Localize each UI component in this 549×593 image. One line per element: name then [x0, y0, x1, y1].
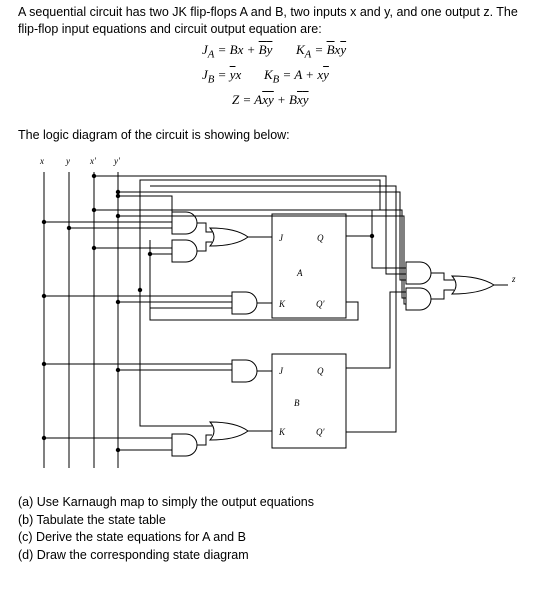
flipflop-b-q-label: Q: [317, 366, 324, 376]
equation-kb: $K_B = A + x\overline{y}$: [264, 67, 329, 86]
input-label-x-prime: x': [90, 156, 96, 166]
and-gate-jb: [232, 360, 257, 382]
input-label-x: x: [40, 156, 44, 166]
flipflop-b-qn-label: Q': [316, 427, 325, 437]
input-label-y: y: [66, 156, 70, 166]
equation-jb: $J_B = \overline{y}x$: [202, 67, 242, 86]
input-label-y-prime: y': [114, 156, 120, 166]
problem-intro: A sequential circuit has two JK flip-flops A and B, two inputs x and y, and one output z. The flip-flop input equations and circuit output equation are:: [18, 5, 518, 36]
or-gate-z: [452, 276, 494, 294]
flipflop-a-qn-label: Q': [316, 299, 325, 309]
and-gate-ka: [232, 292, 257, 314]
and-gate-z-1: [406, 262, 431, 284]
question-d: (d) Draw the corresponding state diagram: [18, 547, 249, 562]
question-b: (b) Tabulate the state table: [18, 512, 166, 527]
and-gate-ja-1: [172, 212, 197, 234]
and-gate-z-2: [406, 288, 431, 310]
flipflop-a-q-label: Q: [317, 233, 324, 243]
question-c: (c) Derive the state equations for A and B: [18, 530, 246, 544]
output-label-z: z: [512, 274, 516, 284]
question-list: [18, 494, 314, 564]
flipflop-a-j-label: J: [279, 233, 283, 243]
and-gate-kb: [172, 434, 197, 456]
flipflop-b-j-label: J: [279, 366, 283, 376]
flipflop-a-k-label: K: [279, 299, 286, 309]
flipflop-b-k-label: K: [279, 427, 286, 437]
question-a: (a) Use Karnaugh map to simply the output equations: [18, 495, 315, 509]
flipflop-a-name: A: [297, 268, 303, 278]
equation-z: $Z = A\overline{x}\overline{y} + B\overline{x}\overline{y}$: [232, 92, 309, 107]
logic-caption: The logic diagram of the circuit is showing below:: [18, 128, 290, 142]
and-gate-ja-2: [172, 240, 197, 262]
logic-diagram: [0, 150, 549, 470]
flipflop-b-name: B: [294, 398, 300, 408]
or-gate-ja: [210, 228, 248, 246]
equation-ka: $K_A = \overline{B}x\overline{y}$: [296, 42, 347, 61]
or-gate-kb: [210, 422, 248, 440]
equation-ja: $J_A = Bx + \overline{B}\overline{y}$: [202, 42, 273, 61]
